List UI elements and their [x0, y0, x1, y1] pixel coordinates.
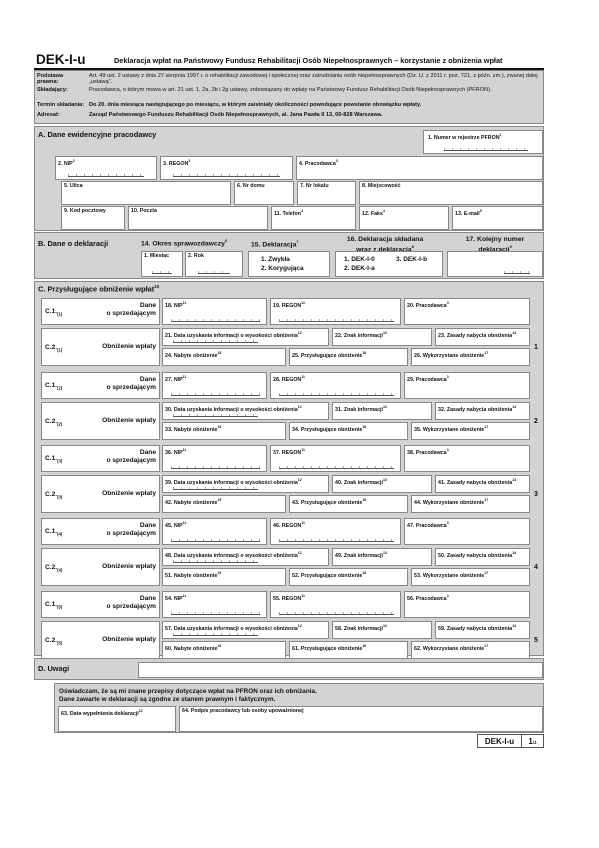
year-field[interactable]: 2. Rok — [185, 251, 243, 277]
reduction-label: Obniżenie wpłaty — [102, 490, 156, 497]
info-reference-field[interactable]: 40. Znak informacji$^{13}$ — [332, 475, 432, 493]
submitter-value: Pracodawca, o którym mowa w art. 21 ust. 1, 2a, 2b i 2g ustawy, zobowiązany do wpłaty na Państwowy Fundusz Rehabilitacji Osób Niepełnosprawnych (PFRON). — [89, 87, 492, 93]
acquired-reduction-field[interactable]: 33. Nabyte obniżenie$^{15}$ — [162, 422, 286, 440]
group-number: 5 — [534, 637, 538, 644]
phone-field[interactable]: 11. Telefon$^4$ — [271, 206, 356, 230]
entitled-reduction-field[interactable]: 61. Przysługujące obniżenie$^{16}$ — [289, 641, 408, 659]
reduction-label-box — [41, 402, 160, 440]
seller-data-label: Dane o sprzedającym — [106, 522, 156, 537]
postal-code-field[interactable]: 9. Kod pocztowy — [61, 206, 125, 230]
used-reduction-field[interactable]: 44. Wykorzystane obniżenie$^{17}$ — [411, 495, 530, 513]
email-field[interactable]: 13. E-mail$^5$ — [452, 206, 543, 230]
used-reduction-field[interactable]: 53. Wykorzystane obniżenie$^{17}$ — [411, 568, 530, 586]
seller-employer-field[interactable]: 38. Pracodawca$^3$ — [404, 445, 530, 472]
info-date-field[interactable]: 57. Data uzyskania informacji o wysokości obniżenia$^{12}$ — [162, 621, 329, 639]
reduction-label-box — [41, 548, 160, 586]
declaration-section — [54, 683, 544, 733]
recipient-group — [35, 296, 545, 368]
employer-field[interactable]: 4. Pracodawca$^3$ — [296, 156, 543, 180]
seller-employer-field[interactable]: 29. Pracodawca$^3$ — [404, 372, 530, 399]
form-code: DEK-I-u — [36, 52, 86, 67]
seller-employer-field[interactable]: 56. Pracodawca$^3$ — [404, 591, 530, 618]
group-number: 1 — [534, 344, 538, 351]
c2-label: $C.2._{(2)}$ — [45, 418, 63, 427]
c2-label: $C.2._{(1)}$ — [45, 344, 63, 353]
c2-label: $C.2._{(3)}$ — [45, 491, 63, 500]
section-c — [34, 281, 544, 656]
info-date-field[interactable]: 30. Data uzyskania informacji o wysokości obniżenia$^{12}$ — [162, 402, 329, 420]
seller-nip-field[interactable]: 36. NIP$^{11}$ — [162, 445, 267, 472]
declaration-type-field[interactable]: 1. Zwykła 2. Korygująca — [248, 251, 330, 277]
seller-nip-field[interactable]: 27. NIP$^{11}$ — [162, 372, 267, 399]
legal-info-box — [34, 70, 544, 124]
seller-data-label-box — [41, 591, 160, 618]
addressee-value: Zarząd Państwowego Funduszu Rehabilitacji Osób Niepełnosprawnych, al. Jana Pawła II 13, 00-828 Warszawa. — [89, 112, 383, 118]
reduction-label: Obniżenie wpłaty — [102, 417, 156, 424]
acquired-reduction-field[interactable]: 60. Nabyte obniżenie$^{15}$ — [162, 641, 286, 659]
used-reduction-field[interactable]: 62. Wykorzystane obniżenie$^{17}$ — [411, 641, 530, 659]
section-b-title: B. Dane o deklaracji — [38, 239, 109, 248]
house-number-field[interactable]: 6. Nr domu — [234, 181, 294, 205]
deadline-label: Termin składania: — [37, 102, 85, 108]
seller-nip-field[interactable]: 54. NIP$^{11}$ — [162, 591, 267, 618]
sequence-number-field[interactable] — [447, 251, 543, 277]
regon-field[interactable]: 3. REGON$^2$ — [160, 156, 293, 180]
used-reduction-field[interactable]: 26. Wykorzystane obniżenie$^{17}$ — [411, 348, 530, 366]
acquired-reduction-field[interactable]: 51. Nabyte obniżenie$^{15}$ — [162, 568, 286, 586]
section-d-title: D. Uwagi — [38, 664, 70, 673]
submitted-with-label: 16. Deklaracja składana $^8$ — [346, 236, 424, 250]
section-d — [34, 658, 544, 680]
info-date-field[interactable]: 21. Data uzyskania informacji o wysokości obniżenia$^{12}$ — [162, 328, 329, 346]
addressee-label: Adresat: — [37, 112, 60, 118]
submitted-with-field[interactable]: 1. DEK-I-0 3. DEK-I-b 2. DEK-I-a — [335, 251, 443, 277]
section-b — [34, 232, 544, 279]
info-reference-field[interactable]: 22. Znak informacji$^{13}$ — [332, 328, 432, 346]
nip-field[interactable]: 2. NIP$^2$ — [55, 156, 157, 180]
entitled-reduction-field[interactable]: 52. Przysługujące obniżenie$^{16}$ — [289, 568, 408, 586]
declaration-type-group: 15. Deklaracja$^7$ — [248, 238, 330, 277]
reduction-label-box — [41, 475, 160, 513]
remarks-field[interactable] — [138, 662, 543, 678]
seller-regon-field[interactable]: 46. REGON$^{11}$ — [270, 518, 401, 545]
recipient-group — [35, 516, 545, 588]
recipient-group — [35, 370, 545, 442]
declaration-statement: Oświadczam, że są mi znane przepisy dotyczące wpłat na PFRON oraz ich obniżania. Dane zawarte w deklaracji są zgodne ze stanem prawnym i faktycznym. — [59, 688, 317, 703]
seller-data-label: Dane o sprzedającym — [106, 376, 156, 391]
pfron-number-field[interactable]: 1. Numer w rejestrze PFRON$^1$ — [423, 130, 543, 154]
acquired-reduction-field[interactable]: 24. Nabyte obniżenie$^{15}$ — [162, 348, 286, 366]
used-reduction-field[interactable]: 35. Wykorzystane obniżenie$^{17}$ — [411, 422, 530, 440]
footer-page-number: 1/1 — [522, 734, 544, 748]
info-reference-field[interactable]: 31. Znak informacji$^{13}$ — [332, 402, 432, 420]
group-number: 3 — [534, 491, 538, 498]
seller-regon-field[interactable]: 19. REGON$^{11}$ — [270, 298, 401, 325]
section-a-title: A. Dane ewidencyjne pracodawcy — [38, 130, 157, 139]
post-office-field[interactable]: 10. Poczta — [128, 206, 268, 230]
seller-data-label-box — [41, 298, 160, 325]
acquisition-rules-field[interactable]: 23. Zasady nabycia obniżenia$^{14}$ — [435, 328, 530, 346]
street-field[interactable]: 5. Ulica — [61, 181, 231, 205]
acquisition-rules-field[interactable]: 50. Zasady nabycia obniżenia$^{14}$ — [435, 548, 530, 566]
fax-field[interactable]: 12. Faks$^4$ — [359, 206, 449, 230]
seller-regon-field[interactable]: 28. REGON$^{11}$ — [270, 372, 401, 399]
reduction-label-box — [41, 328, 160, 366]
recipient-group — [35, 589, 545, 661]
info-date-field[interactable]: 48. Data uzyskania informacji o wysokości obniżenia$^{12}$ — [162, 548, 329, 566]
c1-label: $C.1._{(4)}$ — [45, 528, 63, 537]
apartment-number-field[interactable]: 7. Nr lokalu — [297, 181, 356, 205]
form-title: Deklaracja wpłat na Państwowy Fundusz Rehabilitacji Osób Niepełnosprawnych – korzystanie z obniżenia wpłat — [114, 56, 503, 65]
fill-date-field[interactable]: 63. Data wypełnienia deklaracji$^{12}$ — [58, 706, 176, 732]
acquisition-rules-field[interactable]: 59. Zasady nabycia obniżenia$^{14}$ — [435, 621, 530, 639]
reduction-label: Obniżenie wpłaty — [102, 563, 156, 570]
entitled-reduction-field[interactable]: 43. Przysługujące obniżenie$^{16}$ — [289, 495, 408, 513]
seller-regon-field[interactable]: 55. REGON$^{11}$ — [270, 591, 401, 618]
acquired-reduction-field[interactable]: 42. Nabyte obniżenie$^{15}$ — [162, 495, 286, 513]
reduction-label: Obniżenie wpłaty — [102, 636, 156, 643]
entitled-reduction-field[interactable]: 25. Przysługujące obniżenie$^{16}$ — [289, 348, 408, 366]
c1-label: $C.1._{(1)}$ — [45, 308, 63, 317]
info-date-field[interactable]: 39. Data uzyskania informacji o wysokości obniżenia$^{12}$ — [162, 475, 329, 493]
legal-basis-label: Podstawa prawna: — [37, 73, 64, 86]
recipient-group — [35, 443, 545, 515]
c1-label: $C.1._{(5)}$ — [45, 601, 63, 610]
seller-employer-field[interactable]: 47. Pracodawca$^3$ — [404, 518, 530, 545]
group-number: 2 — [534, 418, 538, 425]
c1-label: $C.1._{(3)}$ — [45, 455, 63, 464]
seller-data-label: Dane o sprzedającym — [106, 302, 156, 317]
signature-field[interactable]: 64. Podpis pracodawcy lub osoby upoważnionej — [179, 706, 543, 732]
month-field[interactable]: 1. Miesiąc — [141, 251, 183, 277]
entitled-reduction-field[interactable]: 34. Przysługujące obniżenie$^{16}$ — [289, 422, 408, 440]
group-number: 4 — [534, 564, 538, 571]
info-reference-field[interactable]: 58. Znak informacji$^{13}$ — [332, 621, 432, 639]
seller-regon-field[interactable]: 37. REGON$^{11}$ — [270, 445, 401, 472]
reporting-period-label: 14. Okres sprawozdawczy$^6$ — [141, 238, 228, 248]
submitter-label: Składający: — [37, 87, 68, 93]
city-field[interactable]: 8. Miejscowość — [359, 181, 543, 205]
reduction-label-box — [41, 621, 160, 659]
acquisition-rules-field[interactable]: 41. Zasady nabycia obniżenia$^{14}$ — [435, 475, 530, 493]
acquisition-rules-field[interactable]: 32. Zasady nabycia obniżenia$^{14}$ — [435, 402, 530, 420]
c2-label: $C.2._{(5)}$ — [45, 637, 63, 646]
seller-data-label-box — [41, 445, 160, 472]
reduction-label: Obniżenie wpłaty — [102, 343, 156, 350]
seller-employer-field[interactable]: 20. Pracodawca$^3$ — [404, 298, 530, 325]
section-c-title: C. Przysługujące obniżenie wpłat$^{10}$ — [38, 284, 160, 294]
footer-form-code: DEK-I-u — [477, 734, 522, 748]
c2-label: $C.2._{(4)}$ — [45, 564, 63, 573]
legal-basis-value: Art. 49 ust. 2 ustawy z dnia 27 sierpnia 1997 r. o rehabilitacji zawodowej i społecznej oraz zatrudnianiu osób niepełnosprawnych (Dz. U. z 2011 r. poz. 721, z późn. zm.), zwanej dalej „ustawą”. — [89, 73, 538, 86]
seller-data-label-box — [41, 372, 160, 399]
seller-data-label-box — [41, 518, 160, 545]
seller-nip-field[interactable]: 18. NIP$^{11}$ — [162, 298, 267, 325]
sequence-number-label: 17. Kolejny numer $^9$ — [465, 236, 525, 250]
seller-data-label: Dane o sprzedającym — [106, 449, 156, 464]
c1-label: $C.1._{(2)}$ — [45, 382, 63, 391]
seller-nip-field[interactable]: 45. NIP$^{11}$ — [162, 518, 267, 545]
info-reference-field[interactable]: 49. Znak informacji$^{13}$ — [332, 548, 432, 566]
deadline-value: Do 20. dnia miesiąca następującego po miesiącu, w którym zaistniały okoliczności powodujące powstanie obowiązku wpłaty. — [89, 102, 422, 108]
seller-data-label: Dane o sprzedającym — [106, 595, 156, 610]
section-a — [34, 126, 544, 231]
